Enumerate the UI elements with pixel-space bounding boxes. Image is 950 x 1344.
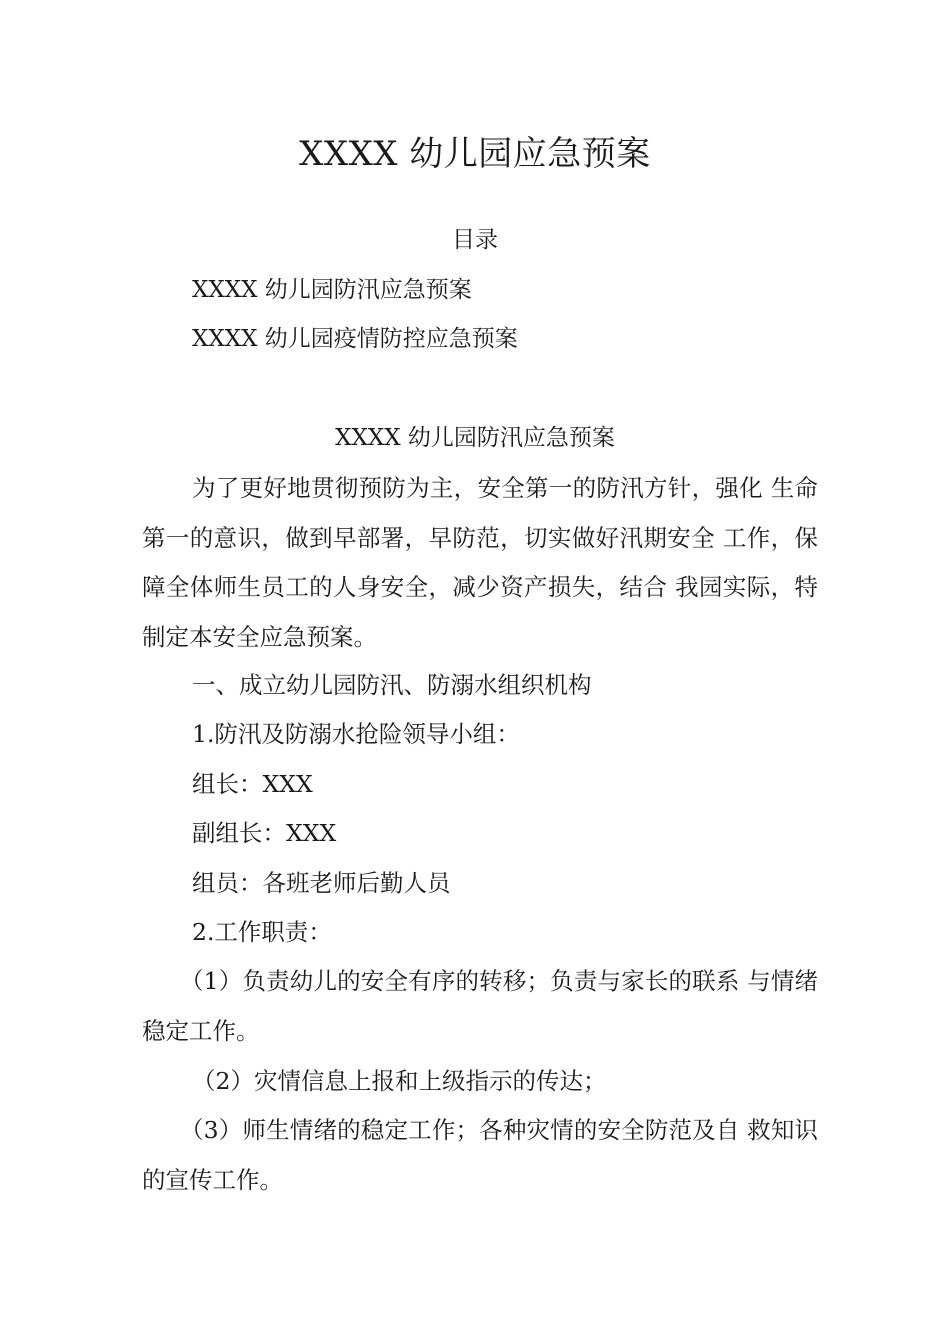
duty-item-1: （1）负责幼儿的安全有序的转移；负责与家长的联系 与情绪稳定工作。 xyxy=(142,967,818,1045)
toc-item-flood-plan[interactable]: XXXX 幼儿园防汛应急预案 xyxy=(192,277,472,303)
members-line: 组员：各班老师后勤人员 xyxy=(192,869,451,897)
document-title: XXXX 幼儿园应急预案 xyxy=(299,134,651,174)
heading-organization: 一、成立幼儿园防汛、防溺水组织机构 xyxy=(192,671,592,699)
toc-item-epidemic-plan[interactable]: XXXX 幼儿园疫情防控应急预案 xyxy=(192,326,518,352)
intro-paragraph: 为了更好地贯彻预防为主，安全第一的防汛方针，强化 生命第一的意识，做到早部署，早防范，切实做好汛期安全 工作，保障全体师生员工的人身安全，减少资产损失，结合 我园实际，特制定本安全应急预案。 xyxy=(142,474,818,651)
heading-leadership-group: 1.防汛及防溺水抢险领导小组： xyxy=(192,720,520,748)
toc-heading: 目录 xyxy=(452,227,498,253)
leader-line: 组长：XXX xyxy=(192,770,313,798)
heading-duties: 2.工作职责： xyxy=(192,918,332,946)
duty-item-2: （2）灾情信息上报和上级指示的传达； xyxy=(192,1067,607,1095)
deputy-leader-line: 副组长：XXX xyxy=(192,819,337,847)
duty-item-3: （3）师生情绪的稳定工作；各种灾情的安全防范及自 救知识的宣传工作。 xyxy=(142,1116,818,1194)
section-title: XXXX 幼儿园防汛应急预案 xyxy=(335,425,615,451)
